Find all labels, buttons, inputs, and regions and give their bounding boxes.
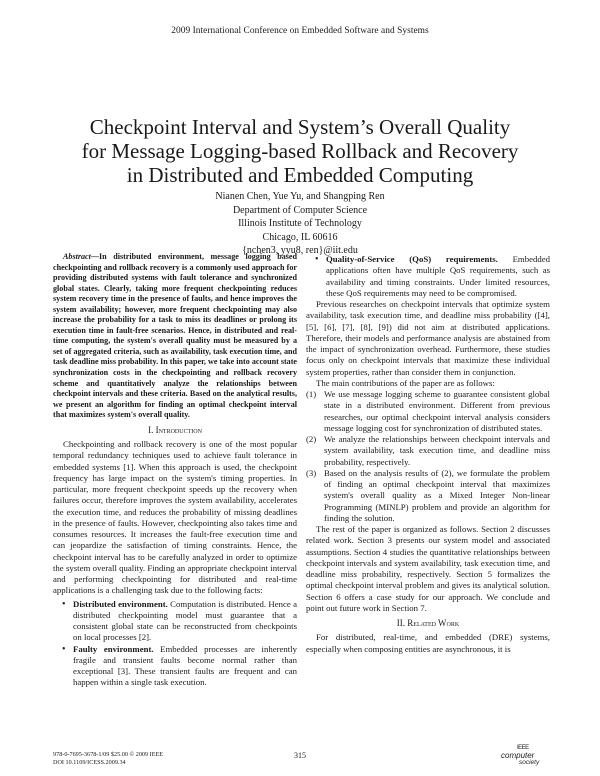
abstract-dash: — [90, 252, 99, 261]
contribution-item [306, 389, 550, 434]
abstract-text: In distributed environment, message logging based checkpointing and rollback recovery is a commonly used approach for providing distributed systems with fault tolerance and synchronized global states. Clearly, taking more frequent checkpointing reduces system recovery time in the presence of faults, and hence improves the system availability; however, more frequent checkpointing may also increase the probability for a task to miss its deadlines or prolong its execution time in fault-free scenarios. Hence, in distributed and real-time computing, the system's overall quality must be measured by a set of aggregated criteria, such as availability, task execution time, and task deadline miss probability. In this paper, we take into account state synchronization costs in the checkpointing and rollback recovery scheme and quantitatively analyze the relationships between checkpoint intervals and these criteria. Based on the analytical results, we present an algorithm for finding an optimal checkpoint interval that maximizes system's overall quality. [53, 252, 297, 420]
contribution-item [306, 468, 550, 524]
page-number: 315 [294, 751, 306, 760]
facts-list [53, 599, 297, 689]
abstract [53, 252, 297, 421]
related-work-paragraph: For distributed, real-time, and embedded (DRE) systems, especially when composing entities are asynchronous, it is [306, 632, 550, 654]
intro-paragraph: Checkpointing and rollback recovery is one of the most popular temporal redundancy techniques used to achieve fault tolerance in embedded systems [1]. When this approach is used, the checkpoint frequency has large impact on the system's timing properties. In particular, more frequent checkpoint speeds up the recovery when failures occur, therefore improves the system availability, accelerates the execution time, and reduces the probability of missing deadlines in the presence of faults. However, checkpointing also takes time and consumes resources. It increases the fault-free execution time and can jeopardize the satisfaction of timing constraints. Hence, the checkpoint interval has to be carefully analyzed in order to optimize the system overall quality. Finding an appropriate checkpoint interval and performing checkpointing for distributed and real-time applications is a challenging task due to the following facts: [53, 439, 297, 596]
computer-society-logo [497, 745, 549, 769]
logo-mark: IEEE [517, 745, 529, 751]
right-column [306, 252, 550, 655]
paper-title [40, 115, 560, 187]
conference-header: 2009 International Conference on Embedded Software and Systems [171, 26, 429, 36]
fact-label: Faulty environment. [73, 643, 154, 654]
fact-item [306, 254, 550, 299]
contribution-text: We use message logging scheme to guarantee consistent global state in a distributed environment. Different from previous researches, our optimal checkpoint interval analysis considers message logging cost for synchronization of distributed states. [324, 389, 550, 433]
fact-item [53, 599, 297, 644]
contribution-text: We analyze the relationships between checkpoint intervals and system availability, task execution time, and deadline miss probability, respectively. [324, 434, 550, 467]
intro-paragraph: Previous researches on checkpoint intervals that optimize system availability, task execution time, and deadline miss probability ([4], [5], [6], [7], [8], [9]) did not aim at distributed applications. Therefore, their models and performance analysis are abstained from the impact of synchronization overhead. Furthermore, these studies focus only on checkpoint intervals that maximize these individual system properties, rather than consider them in conjunction. [306, 299, 550, 377]
left-column [53, 252, 297, 689]
facts-list-continued [306, 254, 550, 299]
fact-label: Quality-of-Service (QoS) requirements. [326, 254, 498, 264]
author-department: Department of Computer Science [232, 204, 368, 216]
logo-word-society: society [519, 759, 540, 766]
author-block [0, 190, 600, 258]
author-institution: Illinois Institute of Technology [238, 218, 362, 230]
contribution-number: (3) [306, 467, 317, 478]
section-heading-related-work: II. Related Work [396, 618, 460, 628]
title-line: Checkpoint Interval and System’s Overall Quality [89, 115, 511, 139]
contribution-item [306, 434, 550, 468]
fact-label: Distributed environment. [73, 598, 168, 609]
title-line: in Distributed and Embedded Computing [126, 163, 474, 187]
contribution-text: Based on the analysis results of (2), we formulate the problem of finding an optimal checkpoint interval that maximizes system's overall quality as a Mixed Integer Non-linear Programming (MINLP) problem and provide an algorithm for finding the solution. [324, 467, 550, 523]
footer-isbn: 978-0-7695-3678-1/09 $25.00 © 2009 IEEE [53, 751, 164, 758]
section-heading-introduction: I. Introduction [148, 424, 202, 435]
fact-text: Embedded applications often have multiple QoS requirements, such as availability and timing constraints. Under limited resources, these QoS requirements may need to be compromised. [326, 254, 550, 298]
contribution-number: (2) [306, 434, 317, 444]
fact-text: Embedded processes are inherently fragile and transient faults become normal rather than exceptional [3]. These transient faults are frequent and can happen within a single task execution. [73, 643, 297, 688]
fact-text: Computation is distributed. Hence a distributed checkpointing model must guarantee that a consistent global state can be reconstructed from checkpoints on local processes [2]. [73, 598, 297, 643]
contribution-number: (1) [306, 389, 317, 399]
contributions-intro: The main contributions of the paper are as follows: [316, 377, 495, 388]
contributions-list [306, 389, 550, 524]
abstract-label: Abstract [63, 252, 91, 261]
footer-doi: DOI 10.1109/ICESS.2009.34 [53, 759, 126, 766]
author-city: Chicago, IL 60616 [262, 231, 338, 243]
title-line: for Message Logging-based Rollback and Recovery [81, 139, 519, 163]
logo-word-computer: computer [501, 751, 535, 760]
fact-item [53, 644, 297, 689]
author-email: {nchen3, yyu8, ren}@iit.edu [242, 245, 358, 257]
author-names: Nianen Chen, Yue Yu, and Shangping Ren [215, 191, 385, 202]
organization-paragraph: The rest of the paper is organized as follows. Section 2 discusses related work. Section 3 presents our system model and associated assumptions. Section 4 studies the quantitative relationships between checkpoint intervals and system availability, task execution time, and deadline miss probability, respectively. Section 5 formalizes the optimal checkpoint interval problem and gives its analytical solution. Section 6 offers a case study for our approach. We conclude and point out future work in Section 7. [306, 524, 550, 613]
